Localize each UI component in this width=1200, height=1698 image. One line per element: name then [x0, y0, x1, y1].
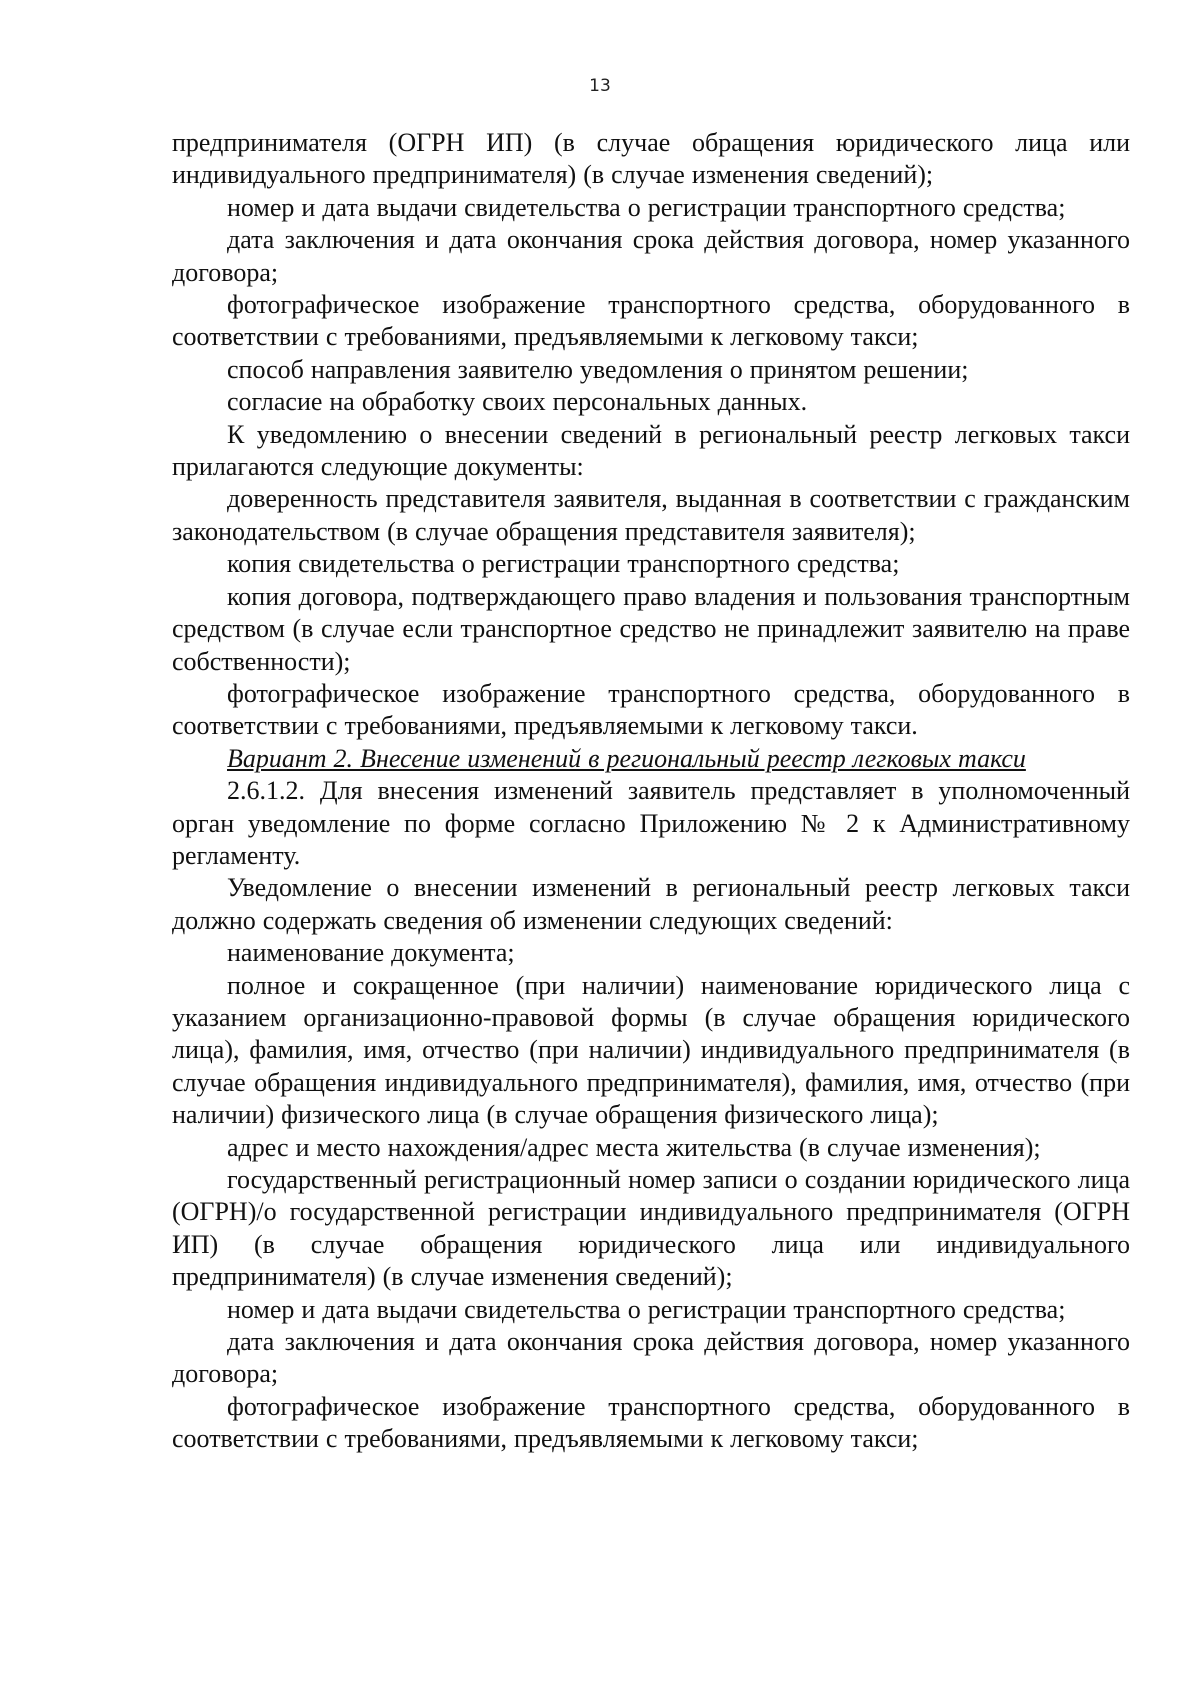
paragraph: номер и дата выдачи свидетельства о регистрации транспортного средства;: [227, 1294, 1066, 1324]
paragraph: наименование документа;: [227, 938, 515, 968]
paragraph: К уведомлению о внесении сведений в региональный реестр легковых такси прилагаются следующие документы:: [172, 419, 1130, 482]
paragraph: копия договора, подтверждающего право владения и пользования транспортным средством (в случае если транспортное средство не принадлежит заявителю на праве собственности);: [172, 581, 1130, 676]
paragraph: способ направления заявителю уведомления о принятом решении;: [227, 354, 969, 384]
paragraph: фотографическое изображение транспортного средства, оборудованного в соответствии с требованиями, предъявляемыми к легковому такси;: [172, 290, 1130, 352]
paragraph: полное и сокращенное (при наличии) наименование юридического лица с указанием организационно-правовой формы (в случае обращения юридического лица), фамилия, имя, отчество (при наличии) индивидуального предпринимателя (в случае обращения индивидуального предпринимателя), фамилия, имя, отчество (при наличии) физического лица (в случае обращения физического лица);: [172, 970, 1130, 1130]
paragraph: доверенность представителя заявителя, выданная в соответствии с гражданским законодательством (в случае обращения представителя заявителя);: [172, 484, 1130, 546]
paragraph: дата заключения и дата окончания срока действия договора, номер указанного договора;: [172, 1327, 1130, 1389]
paragraph: фотографическое изображение транспортного средства, оборудованного в соответствии с требованиями, предъявляемыми к легковому такси;: [172, 1391, 1130, 1454]
paragraph: 2.6.1.2. Для внесения изменений заявитель представляет в уполномоченный орган уведомление по форме согласно Приложению № 2 к Административному регламенту.: [172, 776, 1130, 870]
paragraph: копия свидетельства о регистрации транспортного средства;: [227, 549, 900, 579]
section-heading: Вариант 2. Внесение изменений в региональный реестр легковых такси: [227, 743, 1026, 773]
paragraph: адрес и место нахождения/адрес места жительства (в случае изменения);: [227, 1132, 1041, 1162]
page-number: 13: [589, 76, 611, 96]
paragraph: фотографическое изображение транспортного средства, оборудованного в соответствии с требованиями, предъявляемыми к легковому такси.: [172, 678, 1130, 741]
paragraph: согласие на обработку своих персональных данных.: [227, 387, 808, 417]
paragraph: государственный регистрационный номер записи о создании юридического лица (ОГРН)/о государственной регистрации индивидуального предпринимателя (ОГРН ИП) (в случае обращения юридического лица или индивидуального предпринимателя) (в случае изменения сведений);: [172, 1165, 1130, 1292]
paragraph: Уведомление о внесении изменений в региональный реестр легковых такси должно содержать сведения об изменении следующих сведений:: [172, 873, 1130, 935]
paragraph: предпринимателя (ОГРН ИП) (в случае обращения юридического лица или индивидуального предпринимателя) (в случае изменения сведений);: [172, 128, 1130, 190]
paragraph: дата заключения и дата окончания срока действия договора, номер указанного договора;: [172, 225, 1130, 287]
paragraph: номер и дата выдачи свидетельства о регистрации транспортного средства;: [227, 192, 1066, 222]
document-body: [172, 127, 1130, 1456]
